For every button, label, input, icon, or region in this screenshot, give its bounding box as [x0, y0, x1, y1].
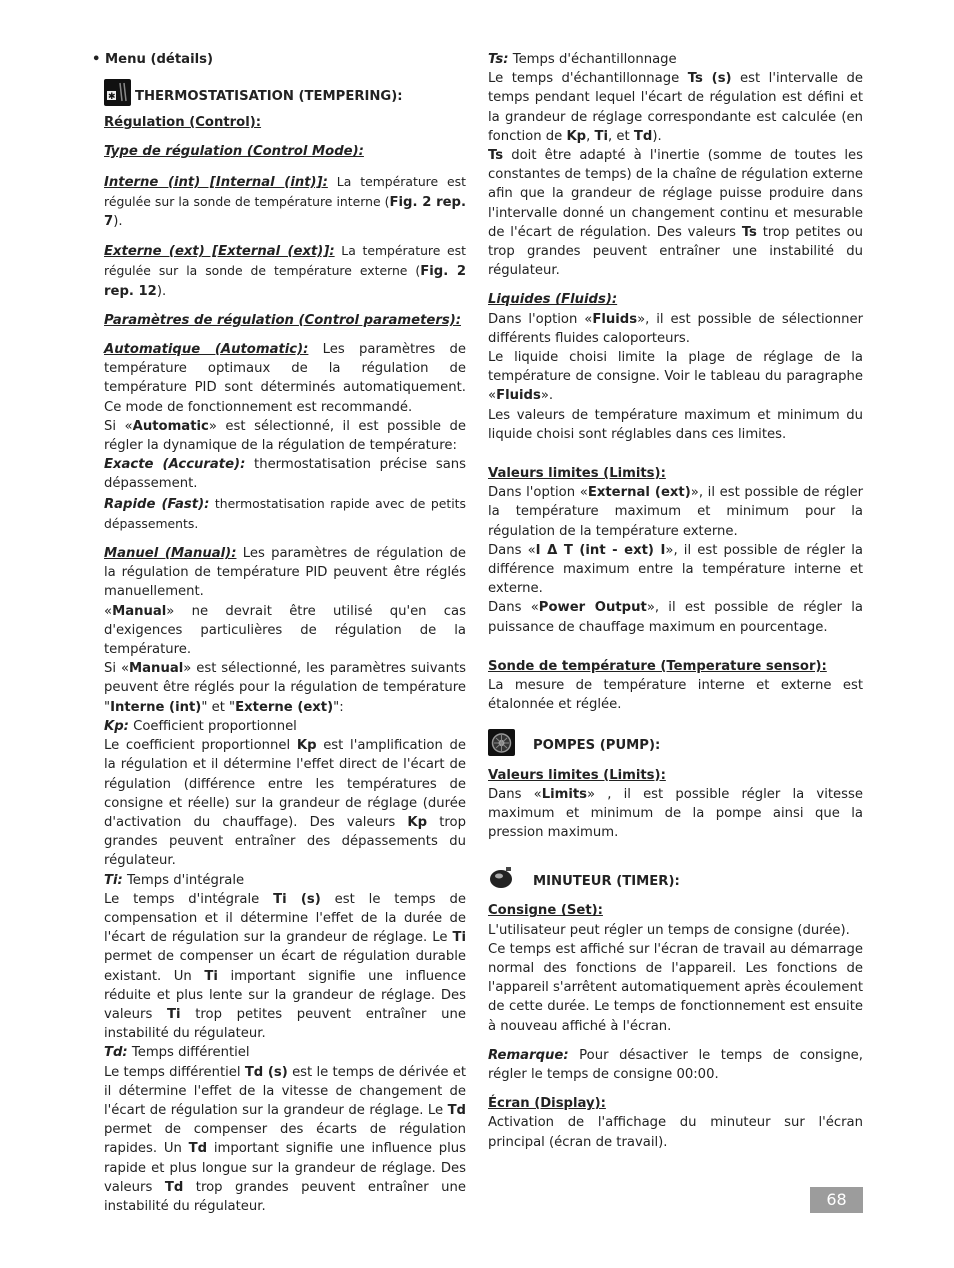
td-title: Td: Temps différentiel: [104, 1045, 250, 1061]
set-paragraph-2: Ce temps est affiché sur l'écran de travail au démarrage normal des fonctions de l'appareil. Les fonctions de l'appareil s'arrêtent automatiquement après écoulement de cette durée. Le temps de fonctionnement est ensuite à nouveau affiché à l'écran.: [488, 941, 863, 1034]
limits-paragraph: Dans l'option «External (ext)», il est possible de régler la température maximum et minimum pour la régulation de la température externe.: [488, 485, 864, 539]
remark-paragraph: Remarque: Pour désactiver le temps de consigne, régler le temps de consigne 00:00.: [488, 1047, 863, 1082]
internal-paragraph: Interne (int) [Internal (int)]: La température est régulée sur la sonde de température interne (Fig. 2 rep. 7).: [104, 173, 466, 230]
display-heading: Écran (Display):: [488, 1096, 606, 1112]
svg-text:✱: ✱: [108, 92, 116, 103]
td-paragraph: Le temps différentiel Td (s) est le temps de dérivée et il détermine l'effet de la vitesse de changement de l'écart de régulation sur la grandeur de réglage. Le Td permet de compenser des écarts de régulation rapides. Un Td important signifie une influence plus rapide et plus longue sur la grandeur de réglage. Des valeurs Td trop grandes peuvent entraîner une instabilité du régulateur.: [104, 1064, 466, 1214]
ti-paragraph: Le temps d'intégrale Ti (s) est le temps de compensation et il détermine l'effet de la durée de l'écart de régulation sur la grandeur de réglage. Le Ti permet de compenser un écart de régulation durable existant. Un Ti important signifie une influence réduite et plus lente sur la grandeur de réglage. Des valeurs Ti trop petites peuvent entraîner une instabilité du régulateur.: [104, 891, 466, 1042]
fluids-paragraph-2: Le liquide choisi limite la plage de réglage de la température de consigne. Voir le tableau du paragraphe «Fluids».: [488, 350, 863, 404]
tempering-heading-row: [104, 79, 466, 106]
pump-limits-heading: Valeurs limites (Limits):: [488, 767, 666, 783]
tempering-heading: THERMOSTATISATION (TEMPERING):: [135, 89, 403, 104]
left-column: [92, 50, 466, 1216]
pump-heading: POMPES (PUMP):: [533, 738, 661, 754]
menu-title: • Menu (détails): [92, 52, 213, 67]
sensor-paragraph: La mesure de température interne et externe est étalonnée et réglée.: [488, 678, 863, 713]
pump-icon: [488, 729, 515, 756]
control-heading: Régulation (Control):: [104, 115, 262, 131]
set-heading: Consigne (Set):: [488, 903, 603, 919]
limits-paragraph-2: Dans «I Δ T (int - ext) I», il est possible de régler la différence maximum entre la température interne et externe.: [488, 542, 863, 597]
timer-heading: MINUTEUR (TIMER):: [533, 874, 680, 890]
ts-title: Ts: Temps d'échantillonnage: [488, 52, 677, 67]
ts-paragraph: Le temps d'échantillonnage Ts (s) est l'intervalle de temps pendant lequel l'écart de régulation est défini et la grandeur de réglage correspondante est calculée (en fonction de Kp, Ti, et Td).: [488, 71, 863, 144]
page-number: 68: [810, 1187, 863, 1213]
auto-paragraph: Automatique (Automatic): Les paramètres de température optimaux de la régulation de température PID sont déterminés automatiquement. Ce mode de fonctionnement est recommandé.: [104, 342, 466, 415]
pump-paragraph: Dans «Limits» , il est possible régler la vitesse maximum et minimum de la pompe ainsi que la pression maximum.: [488, 786, 863, 841]
tempering-icon: [104, 79, 131, 106]
limits-paragraph-3: Dans «Power Output», il est possible de régler la puissance de chauffage maximum en pourcentage.: [488, 600, 864, 635]
fluids-paragraph-3: Les valeurs de température maximum et minimum du liquide choisi sont réglables dans ces limites.: [488, 407, 863, 442]
fluids-paragraph: Dans l'option «Fluids», il est possible de sélectionner différents fluides caloporteurs.: [488, 311, 863, 346]
accurate-paragraph: Exacte (Accurate): thermostatisation précise sans dépassement.: [104, 457, 466, 492]
fast-paragraph: Rapide (Fast): thermostatisation rapide avec de petits dépassements.: [104, 495, 466, 531]
ts-paragraph-2: Ts doit être adapté à l'inertie (somme de toutes les constantes de temps) de la chaîne de régulation externe afin que la grandeur de réglage puisse produire dans l'intervalle donné un changement continu et mesurable de l'écart de régulation. Des valeurs Ts trop petites ou trop grandes peuvent entraîner une instabilité du régulateur.: [488, 148, 863, 279]
manual-paragraph: Manuel (Manual): Les paramètres de régulation de la régulation de température PID peuvent être réglés manuellement.: [104, 546, 466, 600]
limits-heading: Valeurs limites (Limits):: [488, 466, 666, 482]
manual-usage: «Manual» ne devrait être utilisé qu'en cas d'exigences particulières de régulation de la température.: [104, 603, 466, 658]
manual-params: Si «Manual» est sélectionné, les paramètres suivants peuvent être réglés pour la régulation de température "Interne (int)" et "Externe (ext)":: [104, 661, 467, 715]
fluids-heading: Liquides (Fluids):: [488, 292, 618, 308]
external-paragraph: Externe (ext) [External (ext)]: La température est régulée sur la sonde de température externe (Fig. 2 rep. 12).: [104, 243, 467, 299]
timer-icon: [488, 864, 515, 891]
params-heading: Paramètres de régulation (Control parameters):: [104, 312, 461, 328]
display-paragraph: Activation de l'affichage du minuteur sur l'écran principal (écran de travail).: [488, 1115, 863, 1150]
kp-paragraph: Le coefficient proportionnel Kp est l'amplification de la régulation et il détermine l'effet direct de l'écart de régulation (différence entre les températures de consigne et réelle) sur la grandeur de réglage (durée d'activation du chauffage). Des valeurs Kp trop grandes peuvent entraîner des dépassements du régulateur.: [104, 738, 467, 869]
auto-dynamics: Si «Automatic» est sélectionné, il est possible de régler la dynamique de la régulation de température:: [104, 418, 466, 454]
set-paragraph-1: L'utilisateur peut régler un temps de consigne (durée).: [488, 922, 850, 938]
ti-title: Ti: Temps d'intégrale: [104, 872, 245, 888]
sensor-heading: Sonde de température (Temperature sensor):: [488, 658, 827, 674]
control-mode-heading: Type de régulation (Control Mode):: [104, 144, 364, 160]
right-column: [488, 50, 863, 1152]
pump-heading-row: [488, 729, 863, 756]
kp-title: Kp: Coefficient proportionnel: [104, 718, 297, 734]
timer-heading-row: [488, 864, 863, 891]
